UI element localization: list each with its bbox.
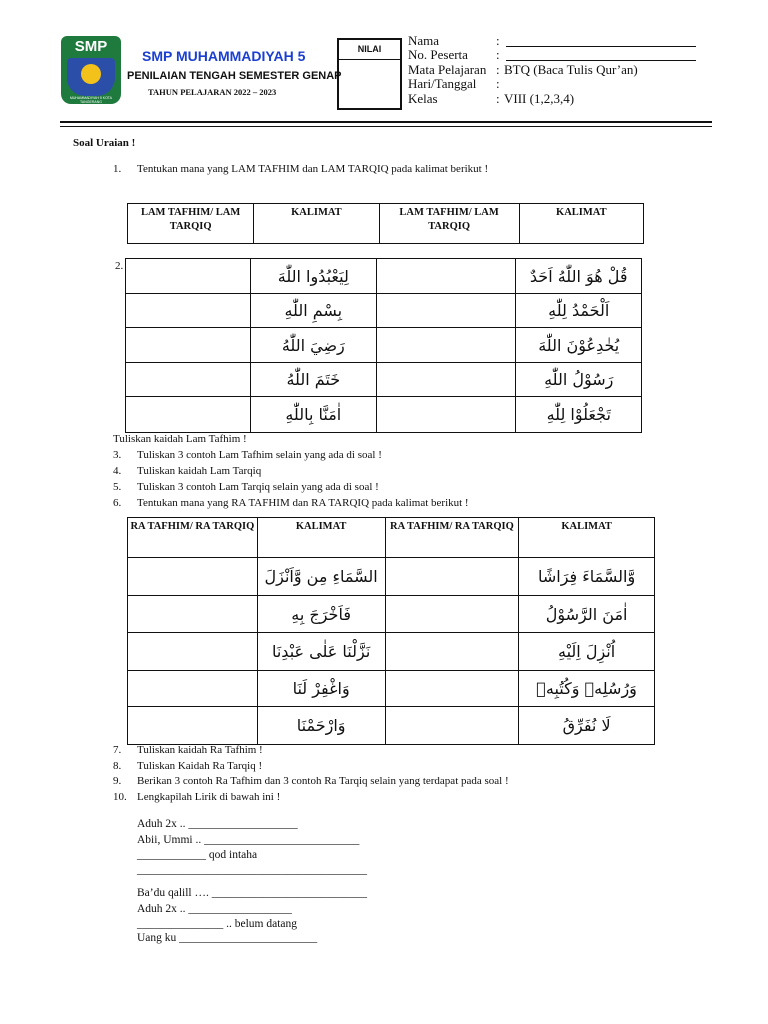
kalimat-cell: رَضِيَ اللّٰهُ <box>251 328 376 363</box>
student-info <box>408 34 638 106</box>
lyric-line[interactable]: Ba’du qalill …. ___________________________ <box>137 887 367 899</box>
kalimat-cell: نَزَّلْنَا عَلٰى عَبْدِنَا <box>257 633 385 671</box>
lyric-line[interactable]: Aduh 2x .. __________________ <box>137 903 292 915</box>
kalimat-cell: لَا نُفَرِّقُ <box>519 707 655 745</box>
kalimat-cell: تَجْعَلُوْا لِلّٰهِ <box>516 397 642 433</box>
answer-cell[interactable] <box>126 363 251 397</box>
answer-cell[interactable] <box>376 294 516 328</box>
answer-cell[interactable] <box>126 397 251 433</box>
kalimat-cell: خَتَمَ اللّٰهُ <box>251 363 376 397</box>
school-logo <box>61 36 121 104</box>
kalimat-cell: اٰمَنَ الرَّسُوْلُ <box>519 596 655 633</box>
answer-cell[interactable] <box>385 707 519 745</box>
kalimat-cell: رَسُوْلُ اللّٰهِ <box>516 363 642 397</box>
lam-table <box>125 258 642 433</box>
answer-cell[interactable] <box>385 671 519 707</box>
table-row <box>126 363 642 397</box>
academic-year: TAHUN PELAJARAN 2022 – 2023 <box>148 87 277 97</box>
table-row <box>126 328 642 363</box>
answer-cell[interactable] <box>128 558 258 596</box>
answer-cell[interactable] <box>128 633 258 671</box>
column-header: KALIMAT <box>257 518 385 558</box>
column-header: LAM TAFHIM/ LAM TARQIQ <box>379 204 519 244</box>
column-header: LAM TAFHIM/ LAM TARQIQ <box>128 204 254 244</box>
kalimat-cell: اُنْزِلَ اِلَيْهِ <box>519 633 655 671</box>
info-row-nama[interactable]: Nama : <box>408 34 638 48</box>
table-row <box>126 294 642 328</box>
kalimat-cell: لِيَعْبُدُوا اللّٰهَ <box>251 259 376 294</box>
exam-name: PENILAIAN TENGAH SEMESTER GENAP <box>127 70 342 82</box>
answer-cell[interactable] <box>128 671 258 707</box>
answer-cell[interactable] <box>126 259 251 294</box>
answer-cell[interactable] <box>128 707 258 745</box>
kalimat-cell: وَاغْفِرْ لَنَا <box>257 671 385 707</box>
table-row <box>126 259 642 294</box>
answer-cell[interactable] <box>385 558 519 596</box>
lyric-line[interactable]: ____________ qod intaha <box>137 849 258 861</box>
row-marker: 2. <box>115 260 124 272</box>
score-box[interactable] <box>337 38 402 110</box>
lyric-line[interactable]: Aduh 2x .. ___________________ <box>137 818 298 830</box>
table-row <box>128 633 655 671</box>
kalimat-cell: وَّالسَّمَاءَ فِرَاشًا <box>519 558 655 596</box>
school-name: SMP MUHAMMADIYAH 5 <box>142 48 306 64</box>
lam-table-header <box>127 203 644 244</box>
answer-cell[interactable] <box>126 294 251 328</box>
answer-cell[interactable] <box>128 596 258 633</box>
table-row <box>128 707 655 745</box>
column-header: KALIMAT <box>519 518 655 558</box>
lyric-line[interactable]: Uang ku ________________________ <box>137 932 318 944</box>
answer-cell[interactable] <box>376 397 516 433</box>
score-label: NILAI <box>339 40 400 60</box>
logo-caption: MUHAMMADIYAH 5 KOTA TANGERANG <box>69 96 113 104</box>
column-header: KALIMAT <box>254 204 379 244</box>
question-2-text: Tuliskan kaidah Lam Tafhim ! <box>113 433 247 445</box>
header-divider <box>60 121 712 123</box>
header-divider-thin <box>60 126 712 127</box>
kalimat-cell: السَّمَاءِ مِن وَّاَنْزَلَ <box>257 558 385 596</box>
kalimat-cell: اَلْحَمْدُ لِلّٰهِ <box>516 294 642 328</box>
info-row-hari-tanggal[interactable]: Hari/Tanggal : <box>408 76 500 92</box>
kalimat-cell: اٰمَنَّا بِاللّٰهِ <box>251 397 376 433</box>
answer-cell[interactable] <box>376 259 516 294</box>
kalimat-cell: بِسْمِ اللّٰهِ <box>251 294 376 328</box>
logo-text: SMP <box>74 38 108 55</box>
answer-cell[interactable] <box>376 328 516 363</box>
lyric-line[interactable]: _______________ .. belum datang <box>137 918 298 930</box>
table-row <box>128 671 655 707</box>
sun-icon <box>81 64 101 84</box>
column-header: KALIMAT <box>519 204 643 244</box>
table-row <box>128 596 655 633</box>
kalimat-cell: وَارْحَمْنَا <box>257 707 385 745</box>
lyric-line[interactable]: ________________________________________ <box>137 864 367 876</box>
ra-table <box>127 517 655 745</box>
answer-cell[interactable] <box>385 633 519 671</box>
column-header: RA TAFHIM/ RA TARQIQ <box>128 518 258 558</box>
info-row-no-peserta[interactable]: No. Peserta : <box>408 48 638 62</box>
kalimat-cell: يُخٰدِعُوْنَ اللّٰهَ <box>516 328 642 363</box>
column-header: RA TAFHIM/ RA TARQIQ <box>385 518 519 558</box>
logo-emblem <box>67 58 115 96</box>
kalimat-cell: فَاَخْرَجَ بِهِ <box>257 596 385 633</box>
table-row <box>128 558 655 596</box>
section-title: Soal Uraian ! <box>73 137 136 149</box>
lyric-line[interactable]: Abii, Ummi .. ___________________________ <box>137 834 360 846</box>
answer-cell[interactable] <box>126 328 251 363</box>
table-row <box>126 397 642 433</box>
info-row-mata-pelajaran: Mata Pelajaran : BTQ (Baca Tulis Qur’an) <box>408 61 638 77</box>
kalimat-cell: وَرُسُلِهٖ وَكُتُبِهٖ <box>519 671 655 707</box>
kalimat-cell: قُلْ هُوَ اللّٰهُ اَحَدٌ <box>516 259 642 294</box>
info-row-kelas: Kelas : VIII (1,2,3,4) <box>408 90 575 106</box>
answer-cell[interactable] <box>385 596 519 633</box>
answer-line <box>506 46 696 47</box>
answer-cell[interactable] <box>376 363 516 397</box>
